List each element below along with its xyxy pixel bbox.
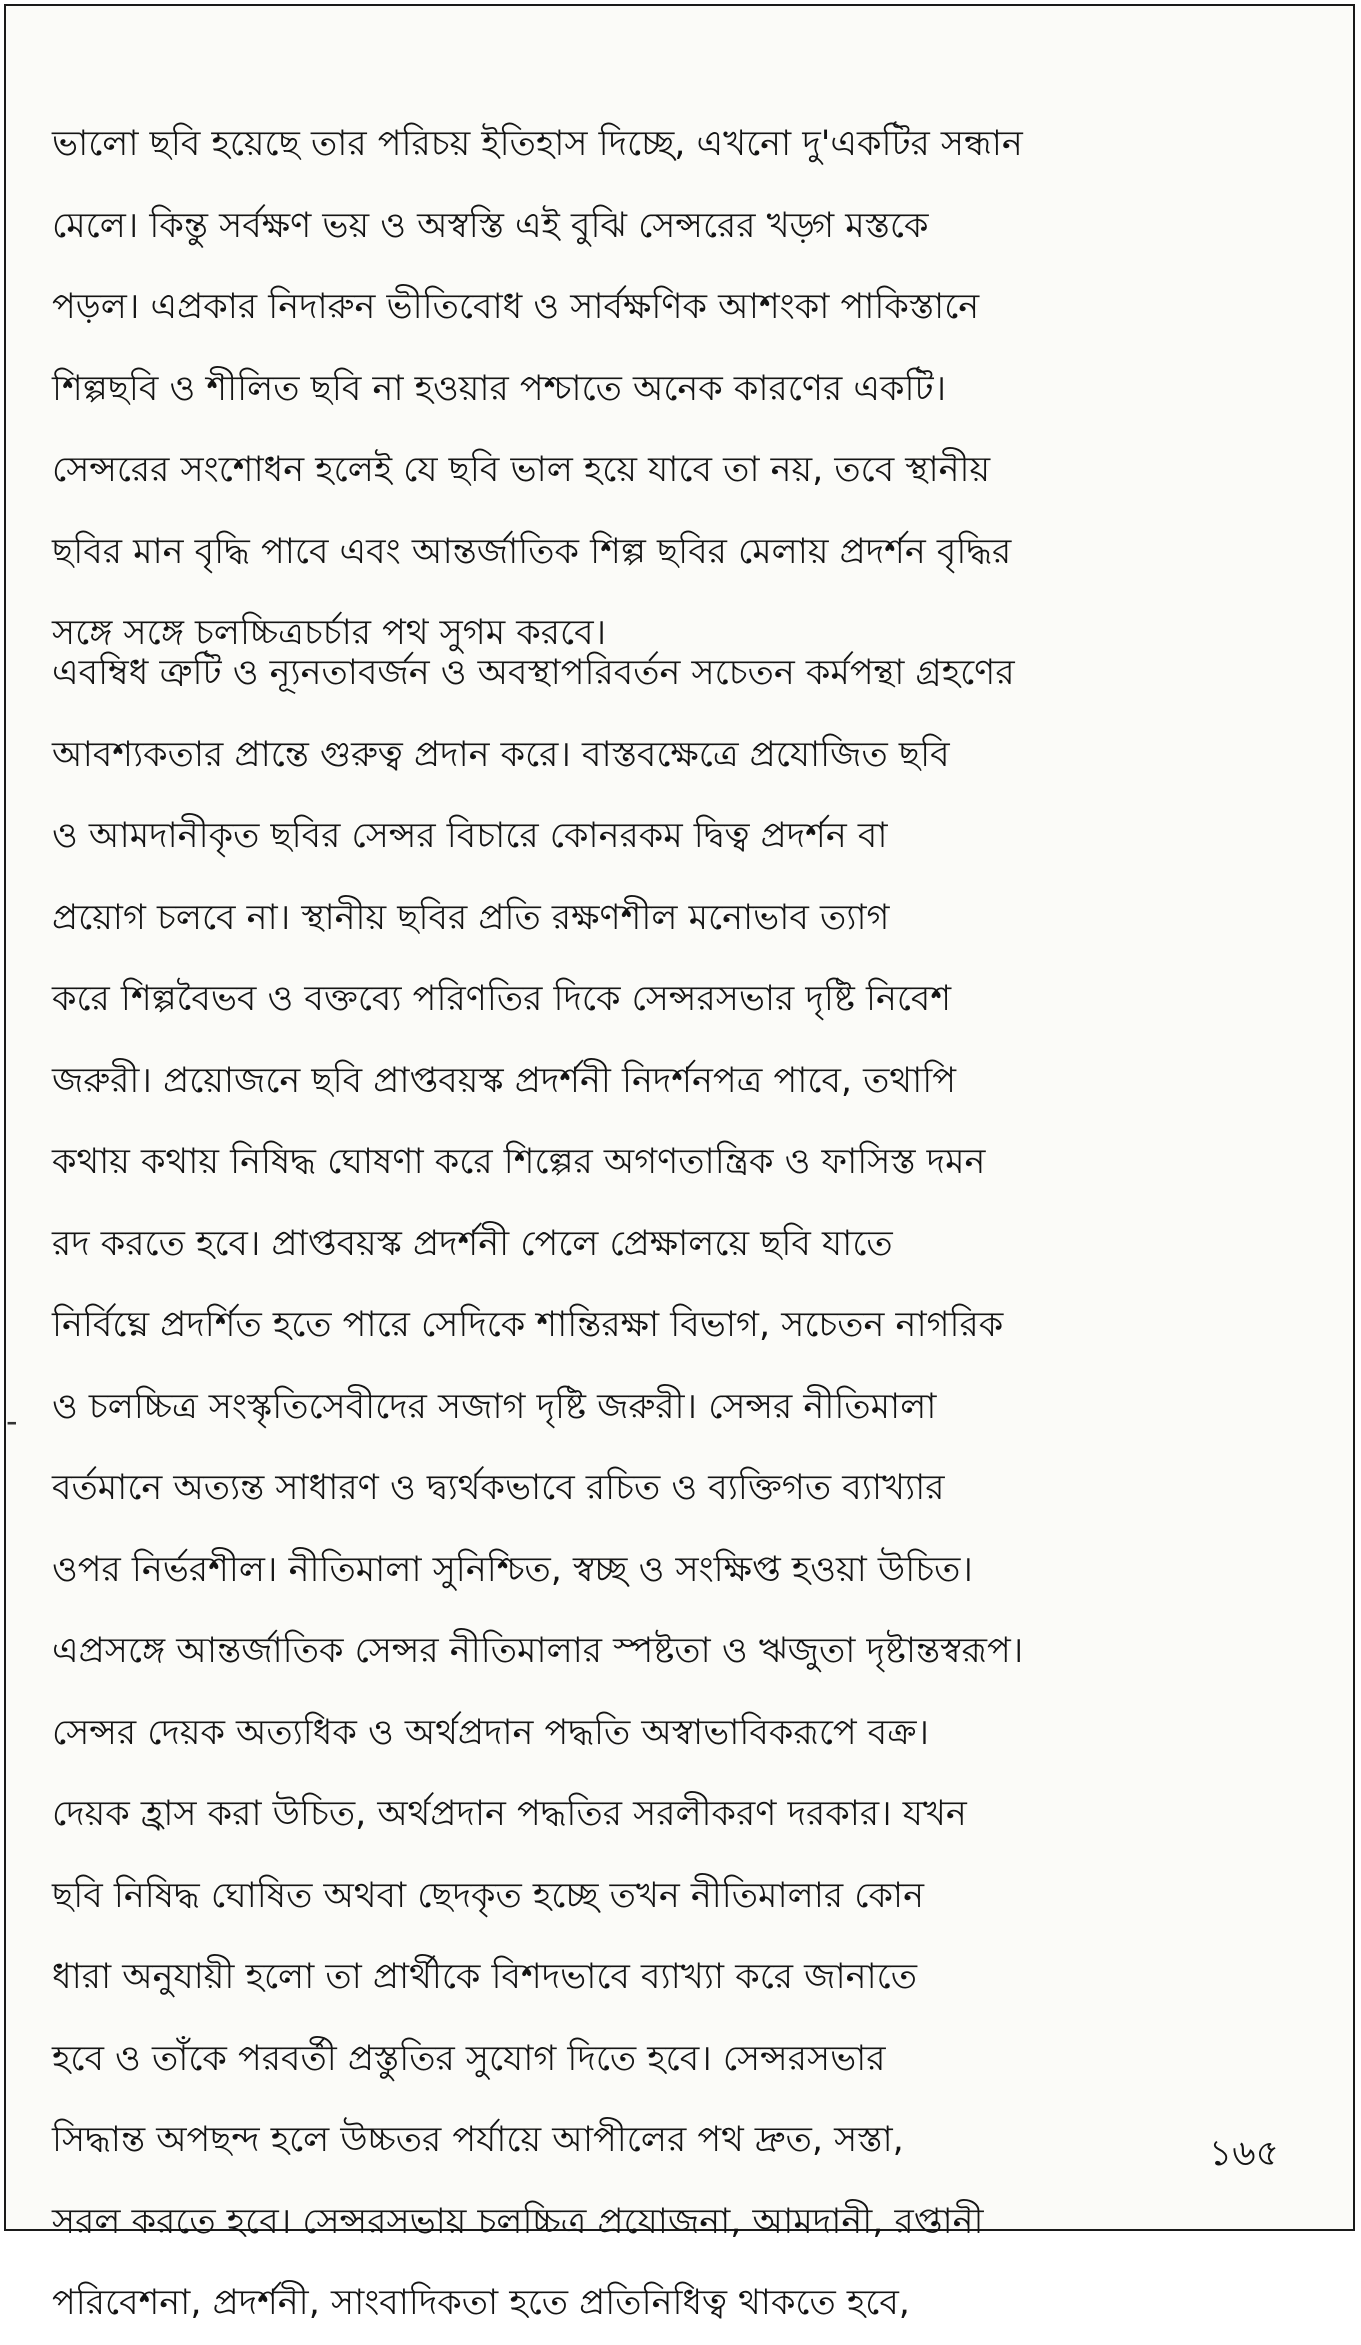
text-line: সরল করতে হবে। সেন্সরসভায় চলচ্চিত্র প্রযোজনা, আমদানী, রপ্তানী (52, 2201, 984, 2242)
text-line: ওপর নির্ভরশীল। নীতিমালা সুনিশ্চিত, স্বচ্ছ ও সংক্ষিপ্ত হওয়া উচিত। (52, 1549, 973, 1590)
text-line: পরিবেশনা, প্রদর্শনী, সাংবাদিকতা হতে প্রতিনিধিত্ব থাকতে হবে, (52, 2283, 910, 2323)
text-line: হবে ও তাঁকে পরবর্তী প্রস্তুতির সুযোগ দিতে হবে। সেন্সরসভার (52, 2038, 886, 2079)
text-line: সেন্সরের সংশোধন হলেই যে ছবি ভাল হয়ে যাবে তা নয়, তবে স্থানীয় (52, 450, 991, 490)
text-line: সিদ্ধান্ত অপছন্দ হলে উচ্চতর পর্যায়ে আপীলের পথ দ্রুত, সস্তা, (52, 2120, 904, 2160)
text-line: ও চলচ্চিত্র সংস্কৃতিসেবীদের সজাগ দৃষ্টি জরুরী। সেন্সর নীতিমালা (52, 1386, 937, 1427)
paragraph-1 (52, 104, 1292, 675)
text-line: ছবির মান বৃদ্ধি পাবে এবং আন্তর্জাতিক শিল্প ছবির মেলায় প্রদর্শন বৃদ্ধির (52, 531, 1012, 572)
text-line: প্রয়োগ চলবে না। স্থানীয় ছবির প্রতি রক্ষণশীল মনোভাব ত্যাগ (52, 897, 890, 938)
text-line: করে শিল্পবৈভব ও বক্তব্যে পরিণতির দিকে সেন্সরসভার দৃষ্টি নিবেশ (52, 979, 952, 1019)
text-line: এবম্বিধ ত্রুটি ও ন্যূনতাবর্জন ও অবস্থাপরিবর্তন সচেতন কর্মপন্থা গ্রহণের (52, 653, 1015, 693)
text-line: জরুরী। প্রয়োজনে ছবি প্রাপ্তবয়স্ক প্রদর্শনী নিদর্শনপত্র পাবে, তথাপি (52, 1060, 957, 1101)
text-line: সঙ্গে সঙ্গে চলচ্চিত্রচর্চার পথ সুগম করবে। (52, 613, 607, 653)
text-line: ও আমদানীকৃত ছবির সেন্সর বিচারে কোনরকম দ্বিত্ব প্রদর্শন বা (52, 816, 888, 856)
text-line: সেন্সর দেয়ক অত্যধিক ও অর্থপ্রদান পদ্ধতি অস্বাভাবিকরূপে বক্র। (52, 1712, 930, 1753)
paragraph-2 (52, 633, 1292, 2345)
text-line: কথায় কথায় নিষিদ্ধ ঘোষণা করে শিল্পের অগণতান্ত্রিক ও ফাসিস্ত দমন (52, 1142, 986, 1182)
text-line: এপ্রসঙ্গে আন্তর্জাতিক সেন্সর নীতিমালার স্পষ্টতা ও ঋজুতা দৃষ্টান্তস্বরূপ। (52, 1631, 1024, 1671)
text-line: নির্বিঘ্নে প্রদর্শিত হতে পারে সেদিকে শান্তিরক্ষা বিভাগ, সচেতন নাগরিক (52, 1305, 1004, 1345)
book-page (4, 4, 1355, 2323)
page-number: ১৬৫ (1208, 2133, 1279, 2174)
text-line: রদ করতে হবে। প্রাপ্তবয়স্ক প্রদর্শনী পেলে প্রেক্ষালয়ে ছবি যাতে (52, 1223, 893, 1264)
text-line: বর্তমানে অত্যন্ত সাধারণ ও দ্ব্যর্থকভাবে রচিত ও ব্যক্তিগত ব্যাখ্যার (52, 1468, 945, 1508)
text-line: শিল্পছবি ও শীলিত ছবি না হওয়ার পশ্চাতে অনেক কারণের একটি। (52, 368, 947, 409)
text-line: ধারা অনুযায়ী হলো তা প্রার্থীকে বিশদভাবে ব্যাখ্যা করে জানাতে (52, 1957, 917, 1997)
text-line: আবশ্যকতার প্রান্তে গুরুত্ব প্রদান করে। বাস্তবক্ষেত্রে প্রযোজিত ছবি (52, 734, 950, 775)
text-line: ছবি নিষিদ্ধ ঘোষিত অথবা ছেদকৃত হচ্ছে তখন নীতিমালার কোন (52, 1875, 924, 1916)
text-line: মেলে। কিন্তু সর্বক্ষণ ভয় ও অস্বস্তি এই বুঝি সেন্সরের খড়্গ মস্তকে (52, 205, 929, 246)
text-line: ভালো ছবি হয়েছে তার পরিচয় ইতিহাস দিচ্ছে, এখনো দু'একটির সন্ধান (52, 124, 1023, 164)
text-line: দেয়ক হ্রাস করা উচিত, অর্থপ্রদান পদ্ধতির সরলীকরণ দরকার। যখন (52, 1794, 967, 1834)
text-line: পড়ল। এপ্রকার নিদারুন ভীতিবোধ ও সার্বক্ষণিক আশংকা পাকিস্তানে (52, 287, 980, 327)
margin-mark: - (6, 1402, 18, 1440)
